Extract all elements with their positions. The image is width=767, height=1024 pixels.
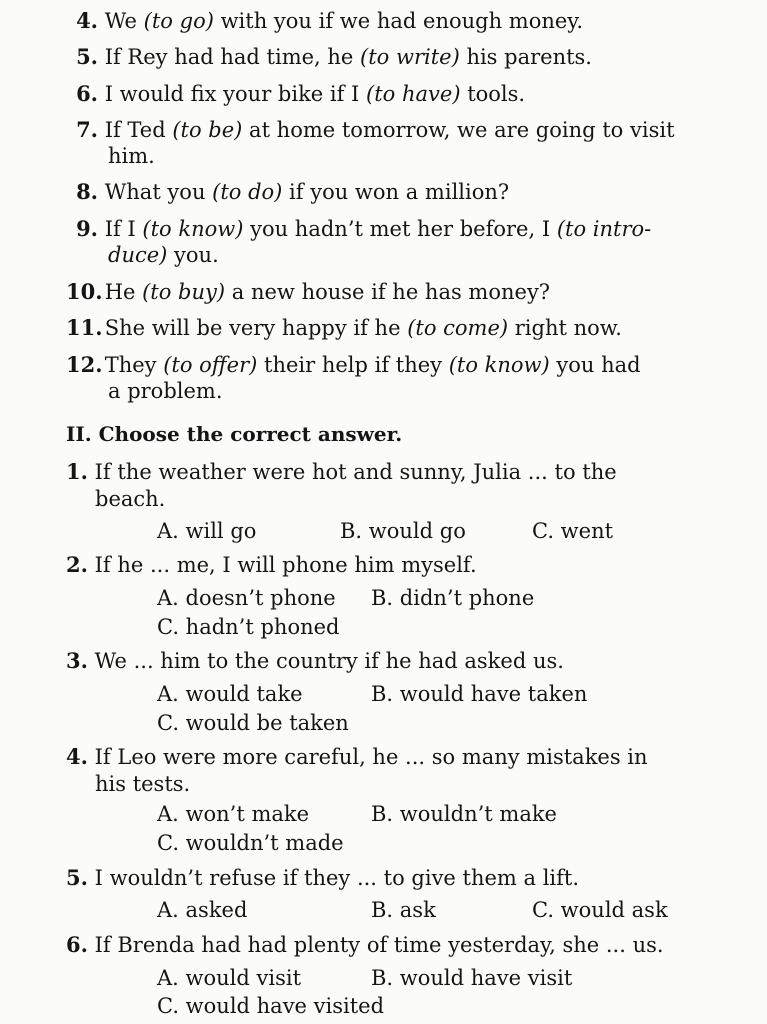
question-4: 4. If Leo were more careful, he ... so many mistakes in: [66, 744, 648, 769]
question-4-cont: his tests.: [95, 772, 191, 796]
q4-option-c[interactable]: C. wouldn’t made: [157, 831, 344, 855]
question-5: 5. I wouldn’t refuse if they ... to give them a lift.: [66, 865, 580, 890]
question-3: 3. We ... him to the country if he had asked us.: [66, 648, 564, 673]
q5-option-b[interactable]: B. ask: [371, 898, 436, 922]
question-6: 6. If Brenda had had plenty of time yesterday, she ... us.: [66, 932, 664, 957]
exercise-item-7-cont: him.: [108, 144, 155, 168]
q2-option-b[interactable]: B. didn’t phone: [371, 586, 535, 610]
exercise-item-8: 8. What you (to do) if you won a million?: [76, 179, 510, 204]
exercise-item-6: 6. I would fix your bike if I (to have) tools.: [76, 81, 526, 106]
q4-option-a[interactable]: A. won’t make: [157, 802, 310, 826]
q6-option-b[interactable]: B. would have visit: [371, 966, 573, 990]
q6-option-c[interactable]: C. would have visited: [157, 994, 385, 1018]
question-1-cont: beach.: [95, 487, 166, 511]
q5-option-c[interactable]: C. would ask: [532, 898, 668, 922]
q5-option-a[interactable]: A. asked: [157, 898, 248, 922]
q3-option-b[interactable]: B. would have taken: [371, 682, 588, 706]
q2-option-c[interactable]: C. hadn’t phoned: [157, 615, 340, 639]
exercise-item-11: 11. She will be very happy if he (to come) right now.: [66, 315, 622, 340]
q4-option-b[interactable]: B. wouldn’t make: [371, 802, 557, 826]
q2-option-a[interactable]: A. doesn’t phone: [157, 586, 336, 610]
exercise-item-9-cont: duce) you.: [108, 243, 219, 267]
exercise-item-4: 4. We (to go) with you if we had enough money.: [76, 8, 584, 33]
exercise-item-5: 5. If Rey had had time, he (to write) his parents.: [76, 44, 592, 69]
exercise-item-12: 12. They (to offer) their help if they (to know) you had: [66, 352, 641, 377]
exercise-item-9: 9. If I (to know) you hadn’t met her before, I (to intro-: [76, 216, 652, 241]
question-2: 2. If he ... me, I will phone him myself.: [66, 552, 477, 577]
section-2-title: II. Choose the correct answer.: [66, 422, 403, 446]
q1-option-a[interactable]: A. will go: [157, 519, 257, 543]
q6-option-a[interactable]: A. would visit: [157, 966, 302, 990]
exercise-item-12-cont: a problem.: [108, 379, 223, 403]
question-1: 1. If the weather were hot and sunny, Julia ... to the: [66, 459, 617, 484]
q3-option-a[interactable]: A. would take: [157, 682, 303, 706]
q1-option-b[interactable]: B. would go: [340, 519, 466, 543]
q1-option-c[interactable]: C. went: [532, 519, 614, 543]
q3-option-c[interactable]: C. would be taken: [157, 711, 349, 735]
exercise-item-10: 10. He (to buy) a new house if he has money?: [66, 279, 551, 304]
exercise-item-7: 7. If Ted (to be) at home tomorrow, we are going to visit: [76, 117, 675, 142]
